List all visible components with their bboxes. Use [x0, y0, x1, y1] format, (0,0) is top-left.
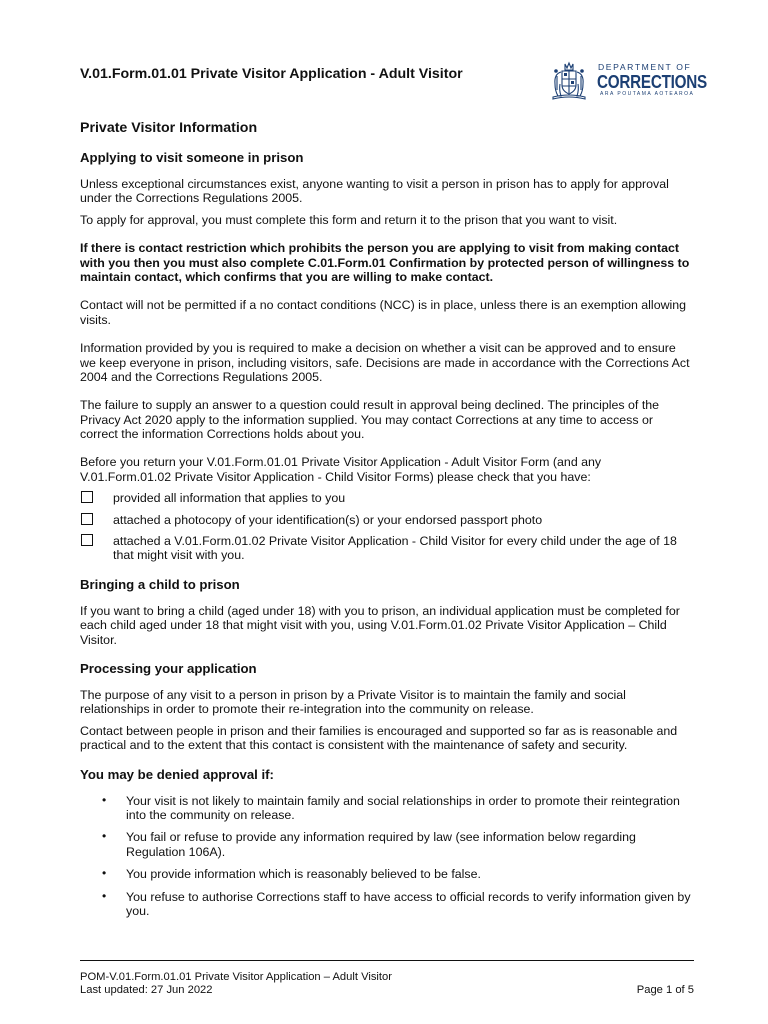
- checklist-item-label: attached a V.01.Form.01.02 Private Visitor Application - Child Visitor for every child under the age of 18 that might visit with you.: [113, 534, 677, 563]
- contact-restriction-notice: If there is contact restriction which prohibits the person you are applying to visit from making contact with you then you must also complete C.01.Form.01 Confirmation by protected person of willingness to maintain contact, which confirms that you are willing to make contact.: [80, 241, 690, 284]
- list-item-text: Your visit is not likely to maintain family and social relationships in order to promote their reintegration into the community on release.: [126, 793, 680, 822]
- footer-info: [80, 971, 392, 997]
- bullet-icon: •: [102, 866, 107, 881]
- list-item: [80, 794, 694, 823]
- document-page: [80, 0, 707, 1024]
- paragraph: To apply for approval, you must complete this form and return it to the prison that you want to visit.: [80, 212, 618, 227]
- document-title: V.01.Form.01.01 Private Visitor Application - Adult Visitor: [80, 66, 463, 82]
- paragraph: The purpose of any visit to a person in prison by a Private Visitor is to maintain the family and social relationships in order to promote their re-integration into the community on release.: [80, 687, 626, 717]
- list-item-text: You refuse to authorise Corrections staff to have access to official records to verify information given by you.: [126, 889, 691, 918]
- logo-department-text: DEPARTMENT OF: [598, 62, 692, 72]
- checklist-item: [80, 513, 694, 527]
- checklist-item-label: provided all information that applies to you: [113, 491, 346, 506]
- paragraph: Contact will not be permitted if a no contact conditions (NCC) is in place, unless there is an exemption allowing visits.: [80, 298, 687, 327]
- bullet-icon: •: [102, 792, 107, 807]
- subheading-denied-approval: You may be denied approval if:: [80, 766, 274, 782]
- footer-last-updated: Last updated: 27 Jun 2022: [80, 984, 213, 996]
- list-item: [80, 867, 694, 881]
- footer-form-reference: POM-V.01.Form.01.01 Private Visitor Application – Adult Visitor: [80, 971, 392, 983]
- paragraph: Unless exceptional circumstances exist, anyone wanting to visit a person in prison has to apply for approval under the Corrections Regulations 2005.: [80, 177, 669, 206]
- checkbox[interactable]: [81, 513, 93, 525]
- paragraph: Before you return your V.01.Form.01.01 Private Visitor Application - Adult Visitor Form (and any V.01.Form.01.02 Private Visitor Application - Child Visitor Forms) please check that you have:: [80, 455, 602, 484]
- list-item: [80, 830, 694, 859]
- checklist-item: [80, 491, 694, 505]
- list-item: [80, 890, 694, 919]
- bullet-icon: •: [102, 888, 107, 903]
- paragraph: Information provided by you is required to make a decision on whether a visit can be approved and to ensure we keep everyone in prison, including visitors, safe. Decisions are made in accordance with the Corrections Act 2004 and the Corrections Regulations 2005.: [80, 341, 690, 384]
- subheading-applying: Applying to visit someone in prison: [80, 150, 304, 165]
- page-number: Page 1 of 5: [636, 984, 694, 996]
- checklist: [80, 491, 694, 563]
- paragraph: Contact between people in prison and their families is encouraged and supported so far as is reasonable and practical and to the extent that this contact is consistent with the maintenance of safety and security.: [80, 723, 678, 753]
- document-body: [80, 120, 694, 926]
- checklist-item-label: attached a photocopy of your identification(s) or your endorsed passport photo: [113, 512, 543, 527]
- checkbox[interactable]: [81, 534, 93, 546]
- logo-name-text: CORRECTIONS: [597, 71, 707, 92]
- list-item-text: You fail or refuse to provide any information required by law (see information below regarding Regulation 106A).: [126, 830, 636, 859]
- checkbox[interactable]: [81, 491, 93, 503]
- section-heading-private-visitor-information: Private Visitor Information: [80, 120, 258, 136]
- list-item-text: You provide information which is reasonably believed to be false.: [126, 867, 481, 882]
- checklist-item: [80, 534, 694, 563]
- subheading-bringing-child: Bringing a child to prison: [80, 576, 240, 592]
- denial-reasons-list: [80, 794, 694, 919]
- bullet-icon: •: [102, 829, 107, 844]
- nz-coat-of-arms-icon: [548, 60, 590, 102]
- subheading-processing: Processing your application: [80, 660, 257, 676]
- footer-divider: [80, 960, 694, 961]
- corrections-logo: [548, 60, 707, 102]
- logo-tagline-text: ARA POUTAMA AOTEAROA: [600, 91, 695, 97]
- paragraph: The failure to supply an answer to a question could result in approval being declined. The principles of the Privacy Act 2020 apply to the information supplied. You may contact Corrections at any time to access or correct the information Corrections holds about you.: [80, 398, 660, 442]
- paragraph: If you want to bring a child (aged under 18) with you to prison, an individual application must be completed for each child aged under 18 that might visit with you, using V.01.Form.01.02 Private Visitor Application – Child Visitor.: [80, 603, 680, 647]
